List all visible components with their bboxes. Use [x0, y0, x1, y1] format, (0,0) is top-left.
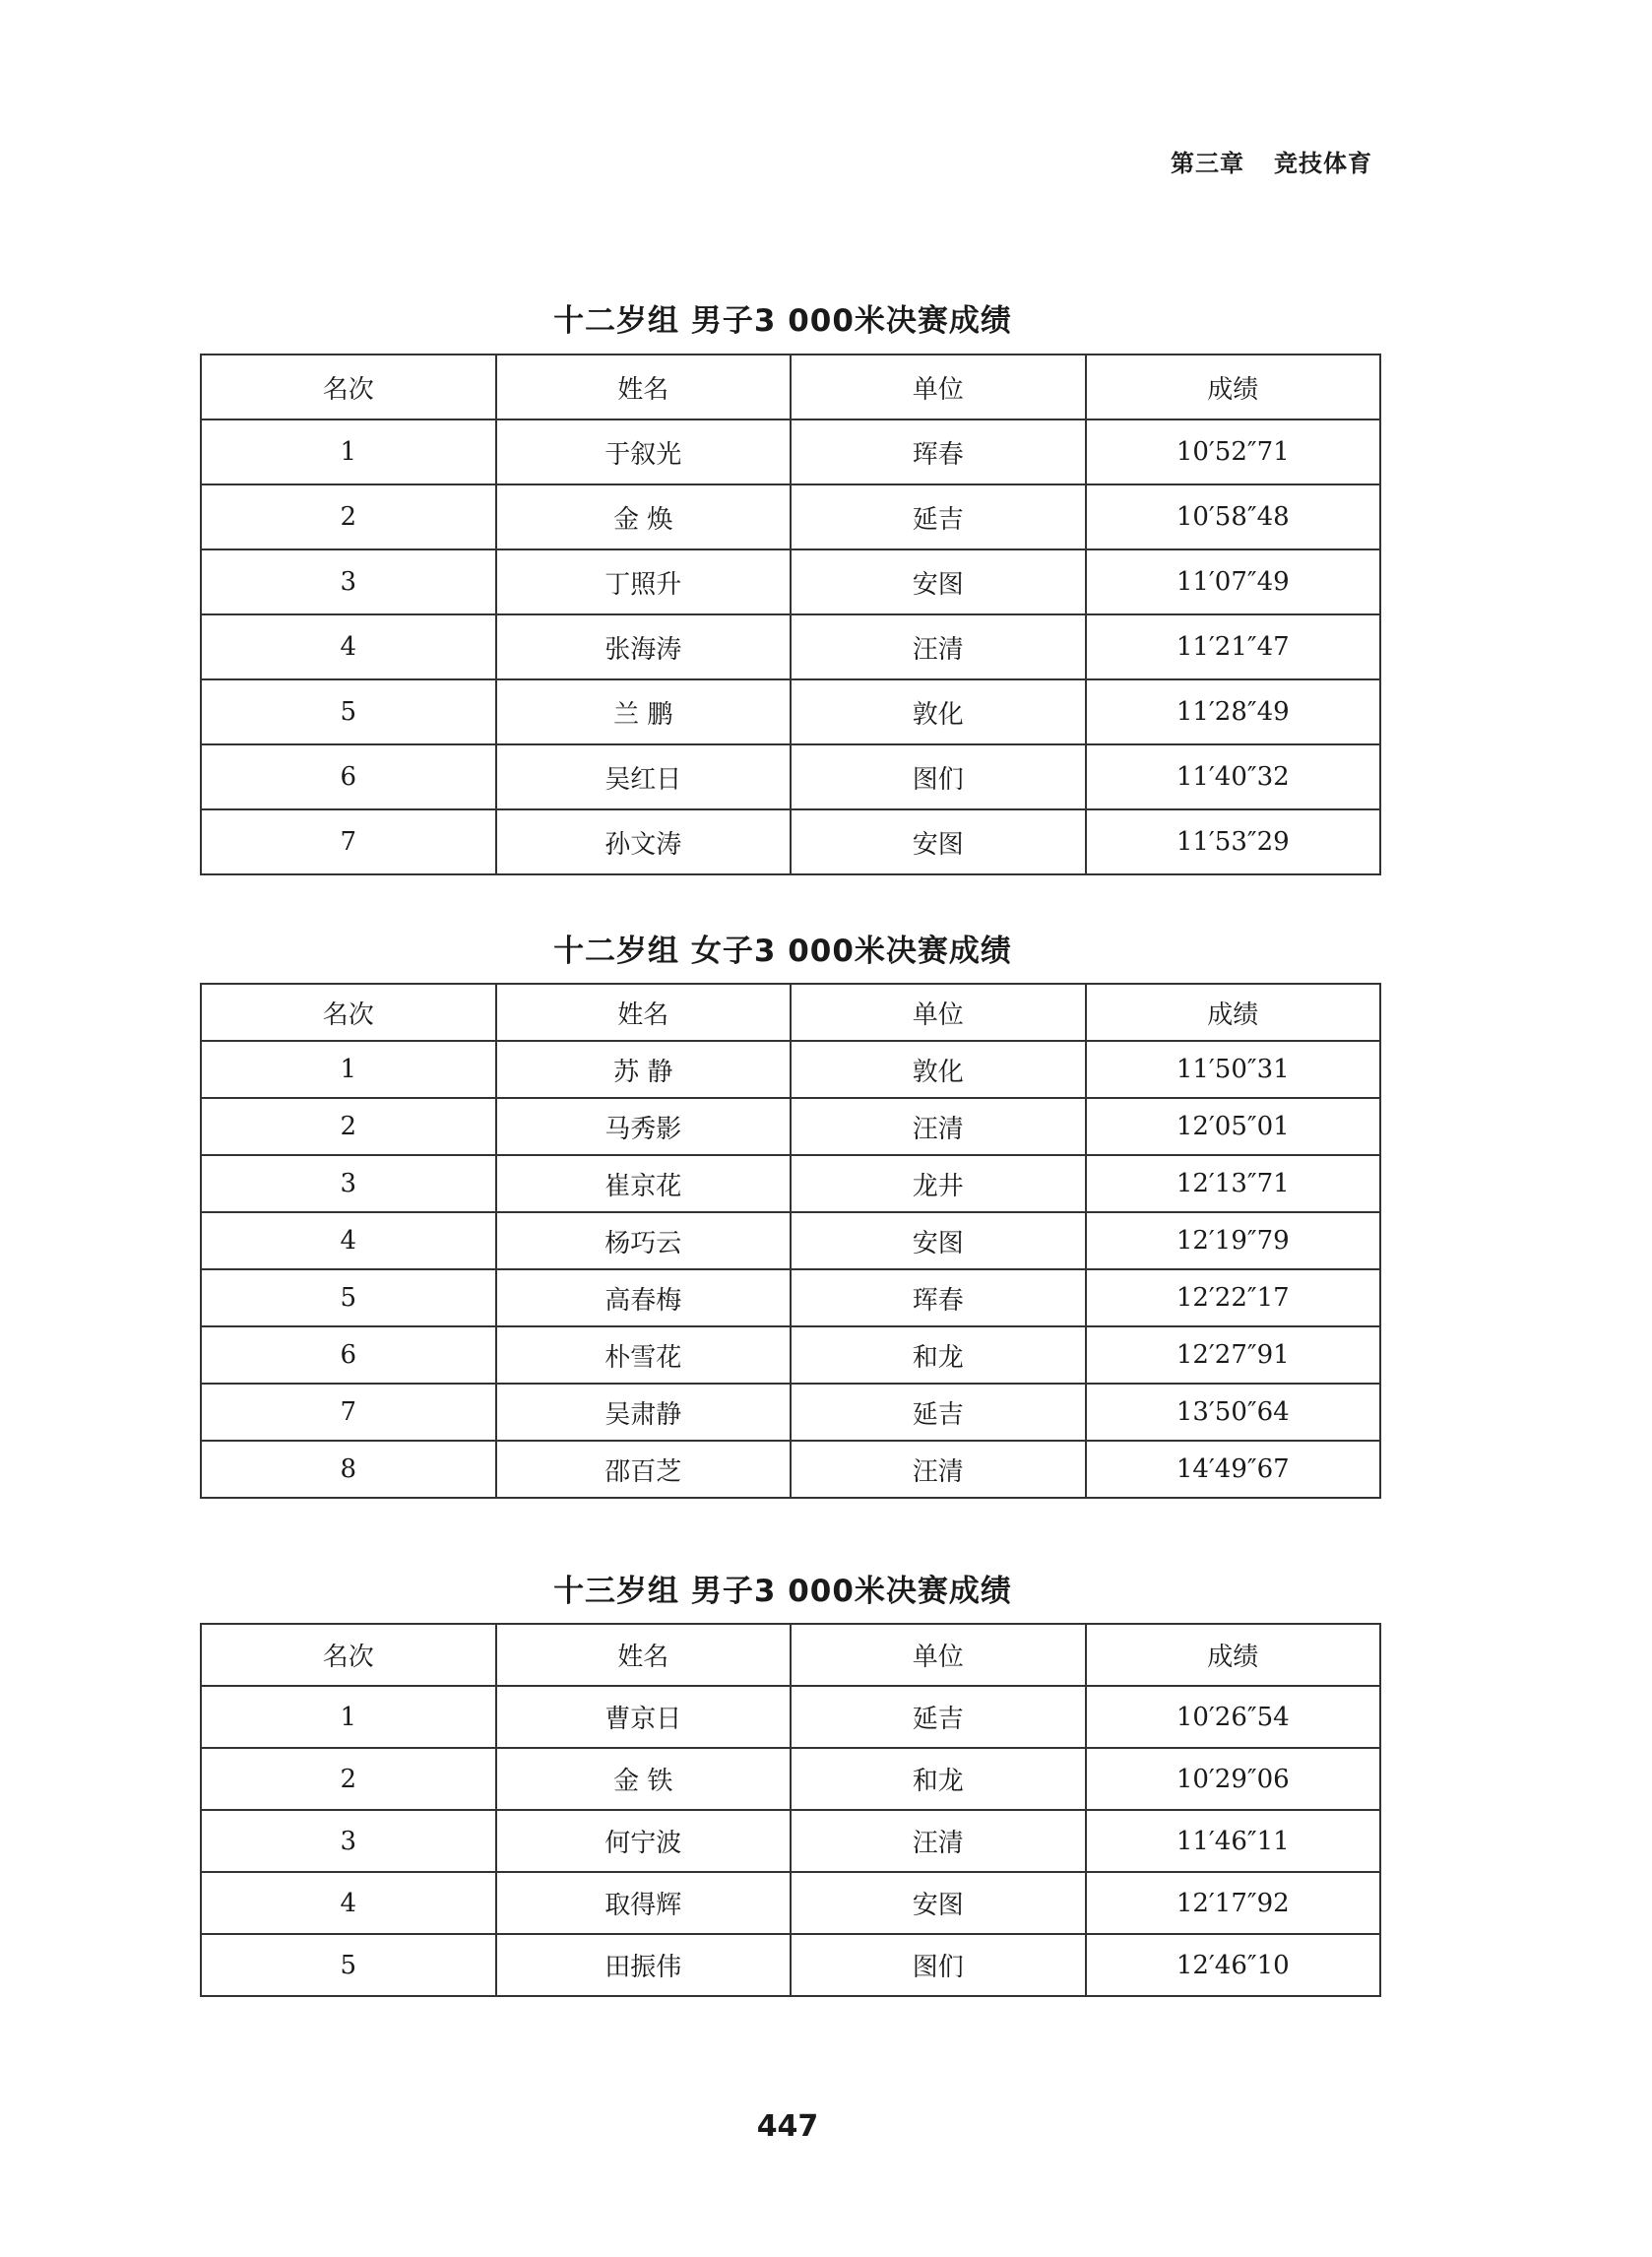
header-row	[201, 984, 1380, 1041]
table-row	[201, 1441, 1380, 1498]
cell-rank: 4	[201, 614, 496, 679]
cell-result: 10′26″54	[1086, 1686, 1381, 1748]
cell-result: 10′29″06	[1086, 1748, 1381, 1810]
table-row	[201, 679, 1380, 744]
cell-rank: 5	[201, 679, 496, 744]
cell-result: 10′52″71	[1086, 419, 1381, 484]
cell-name: 苏 静	[496, 1041, 792, 1098]
cell-rank: 8	[201, 1441, 496, 1498]
table-row	[201, 419, 1380, 484]
cell-result: 12′05″01	[1086, 1098, 1381, 1155]
cell-name: 金 铁	[496, 1748, 792, 1810]
cell-result: 14′49″67	[1086, 1441, 1381, 1498]
cell-name: 高春梅	[496, 1269, 792, 1326]
table-row	[201, 1212, 1380, 1269]
column-header-unit: 单位	[791, 1624, 1086, 1686]
table-row	[201, 1872, 1380, 1934]
cell-unit: 汪清	[791, 1441, 1086, 1498]
column-header-name: 姓名	[496, 355, 792, 419]
cell-name: 田振伟	[496, 1934, 792, 1996]
cell-result: 11′07″49	[1086, 549, 1381, 614]
header-row	[201, 1624, 1380, 1686]
cell-name: 何宁波	[496, 1810, 792, 1872]
table-row	[201, 1155, 1380, 1212]
column-header-result: 成绩	[1086, 1624, 1381, 1686]
table-row	[201, 809, 1380, 874]
section-label: 竞技体育	[1274, 150, 1372, 177]
table-row	[201, 614, 1380, 679]
table-row	[201, 484, 1380, 549]
cell-result: 11′50″31	[1086, 1041, 1381, 1098]
column-header-result: 成绩	[1086, 984, 1381, 1041]
cell-result: 11′21″47	[1086, 614, 1381, 679]
cell-unit: 和龙	[791, 1748, 1086, 1810]
column-header-unit: 单位	[791, 355, 1086, 419]
header-row	[201, 355, 1380, 419]
table-title: 十三岁组 男子3 000米决赛成绩	[553, 1574, 1012, 1609]
cell-rank: 6	[201, 744, 496, 809]
cell-result: 12′27″91	[1086, 1326, 1381, 1384]
cell-unit: 敦化	[791, 1041, 1086, 1098]
table-row	[201, 1384, 1380, 1441]
cell-rank: 5	[201, 1934, 496, 1996]
cell-result: 11′40″32	[1086, 744, 1381, 809]
cell-rank: 1	[201, 1686, 496, 1748]
cell-result: 11′53″29	[1086, 809, 1381, 874]
cell-result: 12′46″10	[1086, 1934, 1381, 1996]
table-row	[201, 1934, 1380, 1996]
results-table	[200, 1623, 1381, 1997]
cell-result: 12′22″17	[1086, 1269, 1381, 1326]
cell-unit: 汪清	[791, 1098, 1086, 1155]
column-header-rank: 名次	[201, 1624, 496, 1686]
cell-name: 兰 鹏	[496, 679, 792, 744]
cell-result: 11′28″49	[1086, 679, 1381, 744]
cell-rank: 4	[201, 1212, 496, 1269]
table-row	[201, 1810, 1380, 1872]
cell-unit: 汪清	[791, 614, 1086, 679]
table-row	[201, 744, 1380, 809]
cell-rank: 7	[201, 1384, 496, 1441]
cell-name: 马秀影	[496, 1098, 792, 1155]
column-header-name: 姓名	[496, 984, 792, 1041]
column-header-rank: 名次	[201, 984, 496, 1041]
cell-result: 12′19″79	[1086, 1212, 1381, 1269]
cell-result: 11′46″11	[1086, 1810, 1381, 1872]
cell-name: 取得辉	[496, 1872, 792, 1934]
cell-rank: 2	[201, 1098, 496, 1155]
cell-rank: 3	[201, 1810, 496, 1872]
cell-name: 丁照升	[496, 549, 792, 614]
cell-result: 13′50″64	[1086, 1384, 1381, 1441]
cell-unit: 安图	[791, 1212, 1086, 1269]
column-header-name: 姓名	[496, 1624, 792, 1686]
cell-unit: 延吉	[791, 1384, 1086, 1441]
cell-unit: 图们	[791, 744, 1086, 809]
cell-unit: 安图	[791, 809, 1086, 874]
cell-result: 10′58″48	[1086, 484, 1381, 549]
cell-rank: 1	[201, 419, 496, 484]
cell-name: 孙文涛	[496, 809, 792, 874]
cell-rank: 2	[201, 1748, 496, 1810]
results-table	[200, 983, 1381, 1499]
cell-name: 吴红日	[496, 744, 792, 809]
table-row	[201, 1098, 1380, 1155]
table-row	[201, 1269, 1380, 1326]
cell-unit: 和龙	[791, 1326, 1086, 1384]
cell-name: 邵百芝	[496, 1441, 792, 1498]
table-row	[201, 549, 1380, 614]
cell-unit: 敦化	[791, 679, 1086, 744]
cell-unit: 延吉	[791, 484, 1086, 549]
column-header-rank: 名次	[201, 355, 496, 419]
table-title: 十二岁组 女子3 000米决赛成绩	[553, 934, 1012, 969]
table-row	[201, 1686, 1380, 1748]
cell-result: 12′13″71	[1086, 1155, 1381, 1212]
table-row	[201, 1748, 1380, 1810]
table-row	[201, 1326, 1380, 1384]
cell-result: 12′17″92	[1086, 1872, 1381, 1934]
cell-rank: 6	[201, 1326, 496, 1384]
cell-rank: 4	[201, 1872, 496, 1934]
cell-name: 杨巧云	[496, 1212, 792, 1269]
cell-name: 张海涛	[496, 614, 792, 679]
cell-name: 吴肃静	[496, 1384, 792, 1441]
cell-name: 朴雪花	[496, 1326, 792, 1384]
cell-rank: 5	[201, 1269, 496, 1326]
cell-name: 曹京日	[496, 1686, 792, 1748]
cell-unit: 汪清	[791, 1810, 1086, 1872]
column-header-result: 成绩	[1086, 355, 1381, 419]
table-row	[201, 1041, 1380, 1098]
cell-unit: 图们	[791, 1934, 1086, 1996]
cell-unit: 龙井	[791, 1155, 1086, 1212]
running-head	[1171, 144, 1372, 178]
cell-rank: 2	[201, 484, 496, 549]
cell-name: 金 焕	[496, 484, 792, 549]
cell-unit: 延吉	[791, 1686, 1086, 1748]
results-table	[200, 354, 1381, 875]
cell-unit: 珲春	[791, 1269, 1086, 1326]
cell-rank: 7	[201, 809, 496, 874]
cell-name: 于叙光	[496, 419, 792, 484]
page-number: 447	[756, 2109, 819, 2144]
cell-unit: 珲春	[791, 419, 1086, 484]
column-header-unit: 单位	[791, 984, 1086, 1041]
cell-rank: 1	[201, 1041, 496, 1098]
chapter-label: 第三章	[1171, 150, 1244, 177]
cell-unit: 安图	[791, 1872, 1086, 1934]
cell-unit: 安图	[791, 549, 1086, 614]
cell-rank: 3	[201, 549, 496, 614]
table-title: 十二岁组 男子3 000米决赛成绩	[553, 303, 1012, 339]
cell-rank: 3	[201, 1155, 496, 1212]
cell-name: 崔京花	[496, 1155, 792, 1212]
